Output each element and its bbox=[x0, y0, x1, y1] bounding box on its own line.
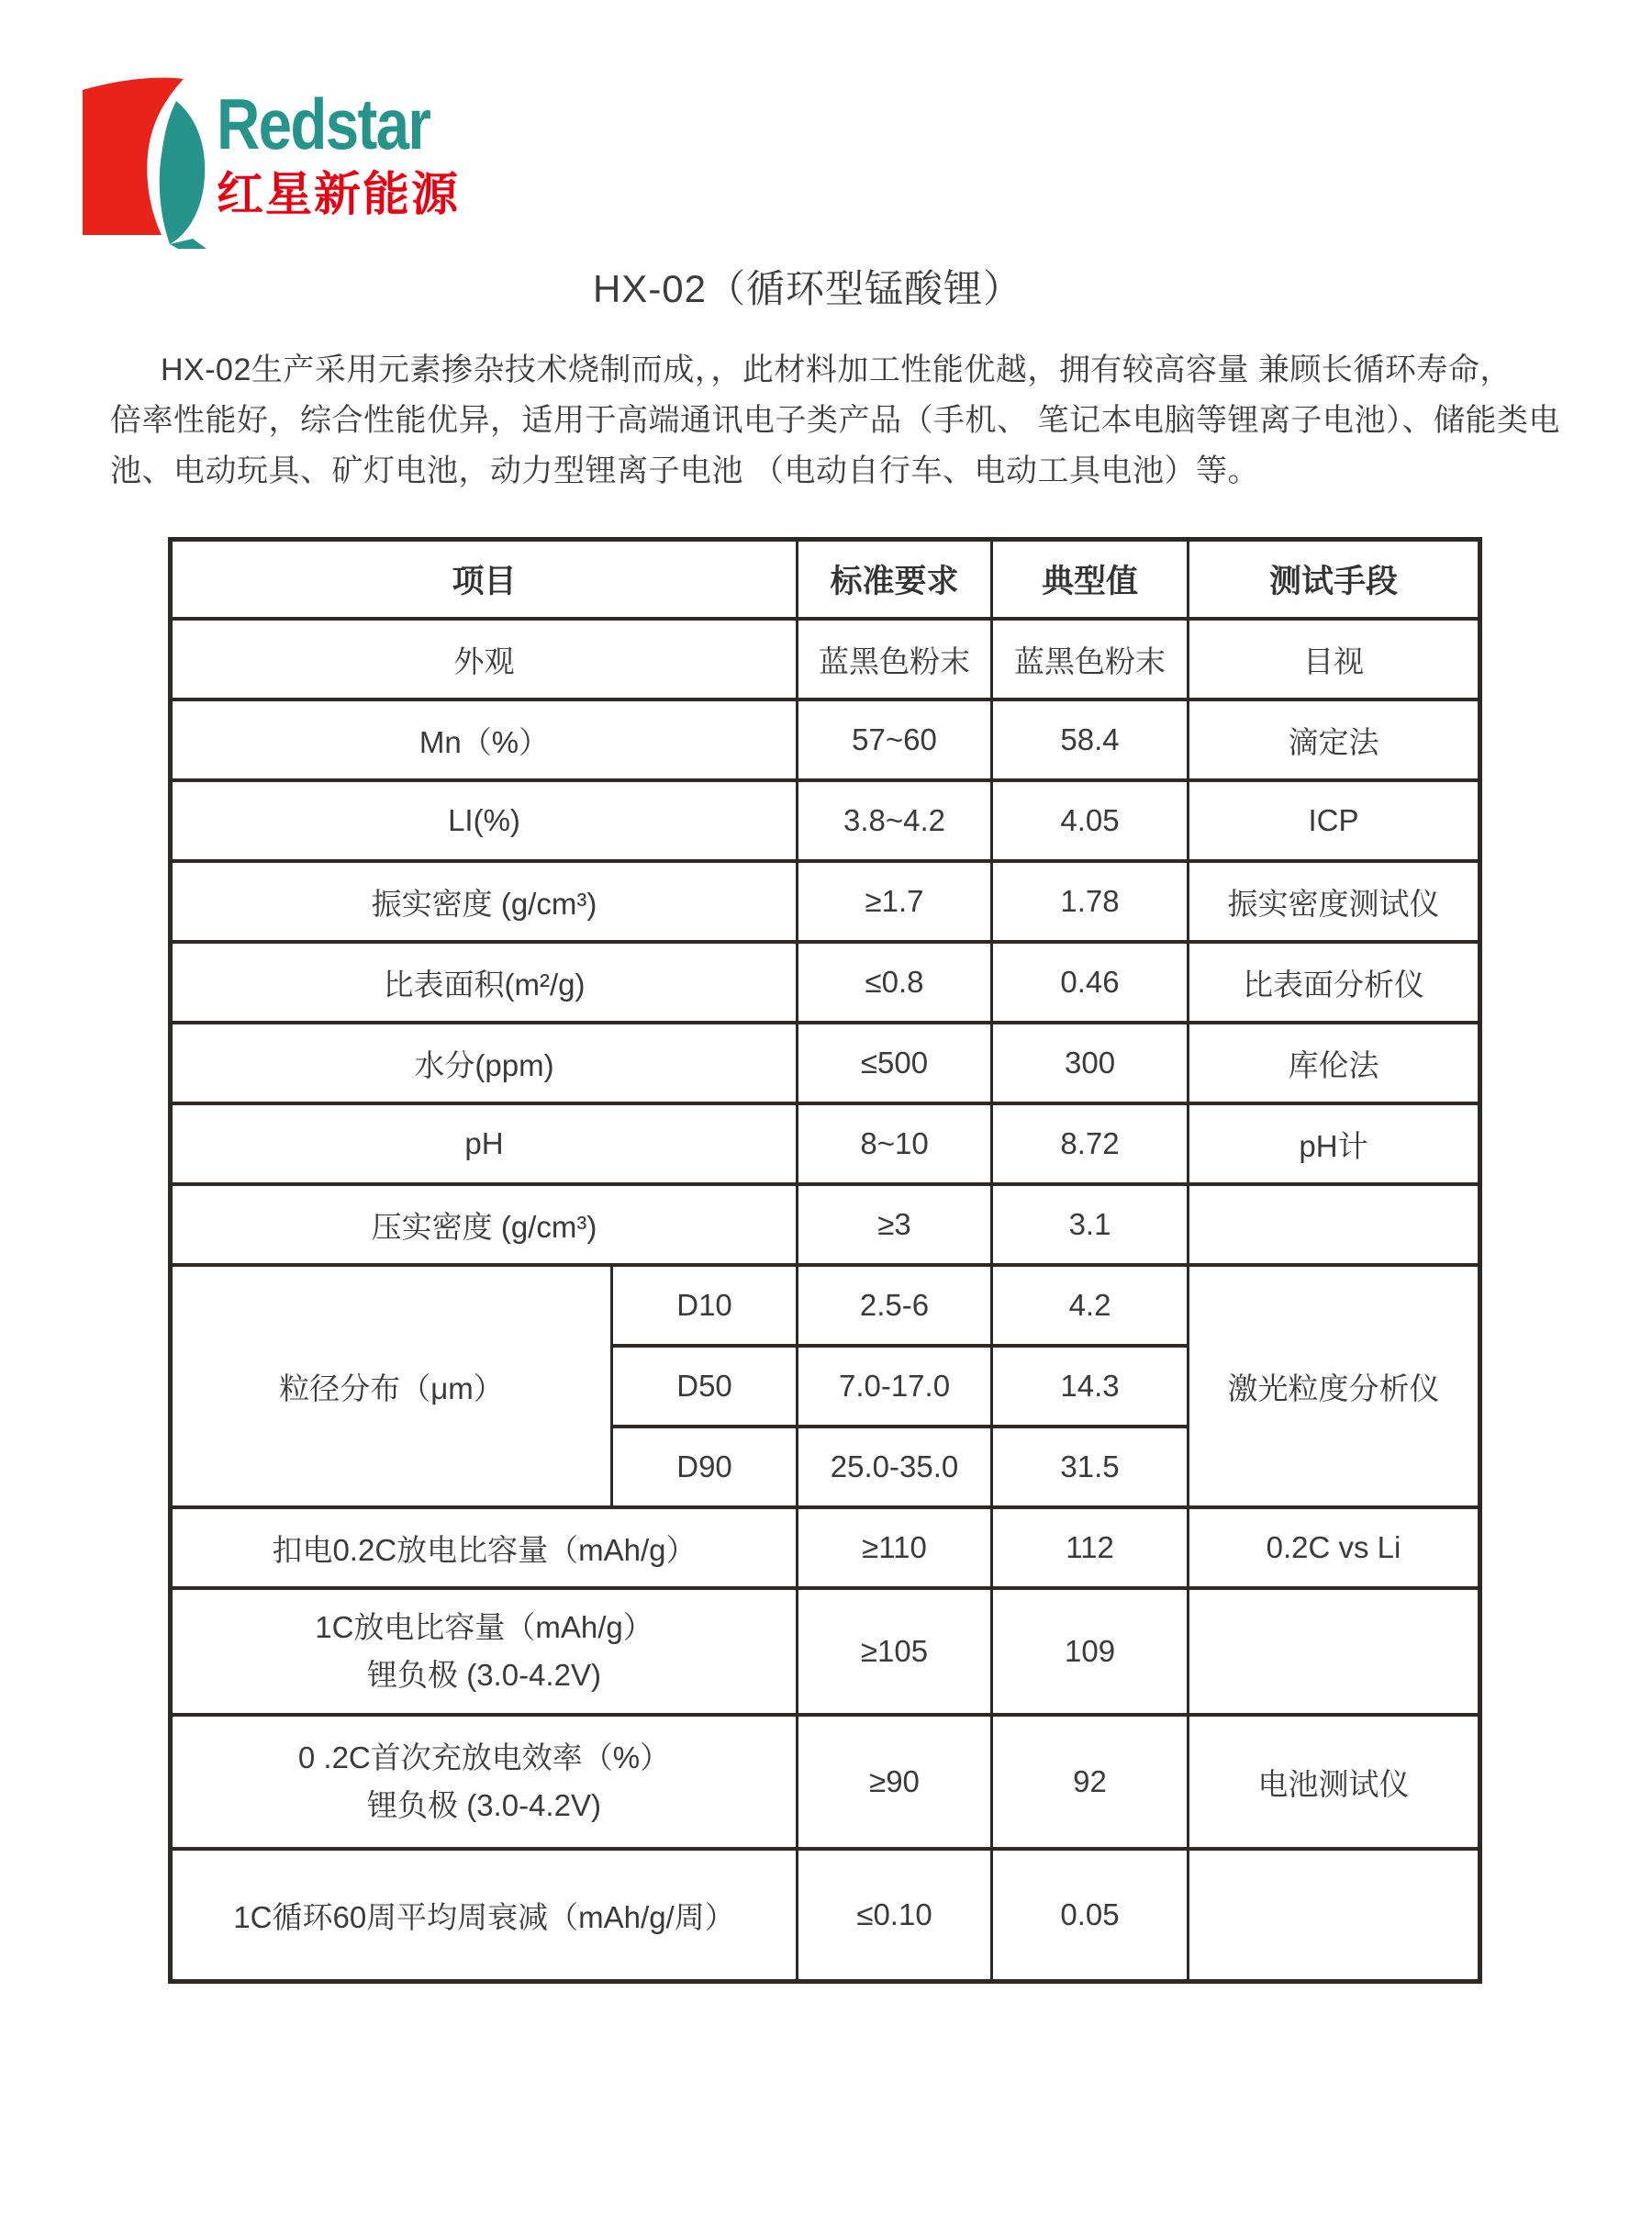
page-title: HX-02（循环型锰酸锂） bbox=[592, 267, 1023, 310]
intro-line-3: 池、电动玩具、矿灯电池，动力型锂离子电池 （电动自行车、电动工具电池）等。 bbox=[110, 453, 1259, 488]
brand-name: Redstar bbox=[217, 84, 430, 164]
psd-grade-cell: D90 bbox=[612, 1427, 798, 1507]
psd-method-cell: 激光粒度分析仪 bbox=[1189, 1265, 1480, 1507]
method-cell: 库伦法 bbox=[1189, 1023, 1480, 1103]
brand-name-cn: 红星新能源 bbox=[217, 168, 461, 220]
method-cell: 滴定法 bbox=[1189, 699, 1480, 780]
standard-cell: 2.5-6 bbox=[798, 1265, 992, 1346]
table-row-1c-capacity bbox=[171, 1588, 1480, 1715]
typical-cell: 0.46 bbox=[992, 942, 1189, 1023]
header-method: 测试手段 bbox=[1189, 540, 1480, 620]
item-line-2: 锂负极 (3.0-4.2V) bbox=[367, 1788, 601, 1822]
table-row-cycle-fade bbox=[171, 1849, 1480, 1982]
psd-grade-cell: D10 bbox=[612, 1265, 798, 1346]
standard-cell: 8~10 bbox=[798, 1103, 992, 1184]
psd-label-cell: 粒径分布（μm） bbox=[171, 1265, 612, 1507]
method-cell: pH计 bbox=[1189, 1103, 1480, 1184]
standard-cell: 57~60 bbox=[798, 699, 992, 780]
intro-paragraph bbox=[110, 345, 1560, 497]
item-cell bbox=[171, 1588, 798, 1715]
method-cell bbox=[1189, 1588, 1480, 1715]
method-cell: 电池测试仪 bbox=[1189, 1715, 1480, 1849]
method-cell: 振实密度测试仪 bbox=[1189, 861, 1480, 942]
typical-cell: 92 bbox=[992, 1715, 1189, 1849]
table-row-appearance bbox=[171, 619, 1480, 699]
standard-cell: ≥90 bbox=[798, 1715, 992, 1849]
method-cell: ICP bbox=[1189, 780, 1480, 861]
standard-cell: ≥3 bbox=[798, 1184, 992, 1265]
table-row-mn bbox=[171, 699, 1480, 780]
method-cell: 0.2C vs Li bbox=[1189, 1507, 1480, 1588]
item-cell: pH bbox=[171, 1103, 798, 1184]
typical-cell: 112 bbox=[992, 1507, 1189, 1588]
table-row-moisture bbox=[171, 1023, 1480, 1103]
table-row-ph bbox=[171, 1103, 1480, 1184]
item-line-2: 锂负极 (3.0-4.2V) bbox=[367, 1658, 601, 1692]
standard-cell: ≤0.8 bbox=[798, 942, 992, 1023]
standard-cell: ≥1.7 bbox=[798, 861, 992, 942]
table-row-bet bbox=[171, 942, 1480, 1023]
method-cell: 目视 bbox=[1189, 619, 1480, 699]
typical-cell: 蓝黑色粉末 bbox=[992, 619, 1189, 699]
item-line-1: 1C放电比容量（mAh/g） bbox=[315, 1610, 653, 1644]
table-row-first-cycle-efficiency bbox=[171, 1715, 1480, 1849]
header-item: 项目 bbox=[171, 540, 798, 620]
standard-cell: ≥105 bbox=[798, 1588, 992, 1715]
item-cell: 扣电0.2C放电比容量（mAh/g） bbox=[171, 1507, 798, 1588]
table-row-tap-density bbox=[171, 861, 1480, 942]
item-line-1: 0 .2C首次充放电效率（%） bbox=[297, 1740, 671, 1774]
table-header-row bbox=[171, 540, 1480, 620]
standard-cell: 7.0-17.0 bbox=[798, 1346, 992, 1427]
spec-table bbox=[168, 537, 1482, 1984]
table-row-compacted-density bbox=[171, 1184, 1480, 1265]
company-logo bbox=[81, 72, 485, 251]
item-cell: LI(%) bbox=[171, 780, 798, 861]
typical-cell: 58.4 bbox=[992, 699, 1189, 780]
typical-cell: 31.5 bbox=[992, 1427, 1189, 1507]
typical-cell: 300 bbox=[992, 1023, 1189, 1103]
typical-cell: 3.1 bbox=[992, 1184, 1189, 1265]
typical-cell: 0.05 bbox=[992, 1849, 1189, 1982]
standard-cell: 25.0-35.0 bbox=[798, 1427, 992, 1507]
item-cell: 水分(ppm) bbox=[171, 1023, 798, 1103]
standard-cell: 3.8~4.2 bbox=[798, 780, 992, 861]
item-cell: 振实密度 (g/cm³) bbox=[171, 861, 798, 942]
header-typical: 典型值 bbox=[992, 540, 1189, 620]
standard-cell: ≥110 bbox=[798, 1507, 992, 1588]
intro-line-2: 倍率性能好，综合性能优异，适用于高端通讯电子类产品（手机、 笔记本电脑等锂离子电池）、储能类电 bbox=[110, 403, 1560, 438]
typical-cell: 4.05 bbox=[992, 780, 1189, 861]
item-cell: 外观 bbox=[171, 619, 798, 699]
method-cell: 比表面分析仪 bbox=[1189, 942, 1480, 1023]
intro-line-1: HX-02生产采用元素掺杂技术烧制而成，，此材料加工性能优越，拥有较高容量 兼顾长循环寿命， bbox=[161, 353, 1512, 387]
typical-cell: 1.78 bbox=[992, 861, 1189, 942]
typical-cell: 8.72 bbox=[992, 1103, 1189, 1184]
method-cell bbox=[1189, 1849, 1480, 1982]
item-cell: 比表面积(m²/g) bbox=[171, 942, 798, 1023]
item-cell: 压实密度 (g/cm³) bbox=[171, 1184, 798, 1265]
table-row-coin-02c-capacity bbox=[171, 1507, 1480, 1588]
typical-cell: 109 bbox=[992, 1588, 1189, 1715]
item-cell: Mn（%） bbox=[171, 699, 798, 780]
psd-grade-cell: D50 bbox=[612, 1346, 798, 1427]
standard-cell: ≤500 bbox=[798, 1023, 992, 1103]
typical-cell: 4.2 bbox=[992, 1265, 1189, 1346]
header-standard: 标准要求 bbox=[798, 540, 992, 620]
typical-cell: 14.3 bbox=[992, 1346, 1189, 1427]
method-cell bbox=[1189, 1184, 1480, 1265]
standard-cell: ≤0.10 bbox=[798, 1849, 992, 1982]
redstar-logo-icon bbox=[81, 75, 209, 254]
table-row-psd-d10 bbox=[171, 1265, 1480, 1346]
item-cell: 1C循环60周平均周衰减（mAh/g/周） bbox=[171, 1849, 798, 1982]
table-row-li bbox=[171, 780, 1480, 861]
item-cell bbox=[171, 1715, 798, 1849]
standard-cell: 蓝黑色粉末 bbox=[798, 619, 992, 699]
